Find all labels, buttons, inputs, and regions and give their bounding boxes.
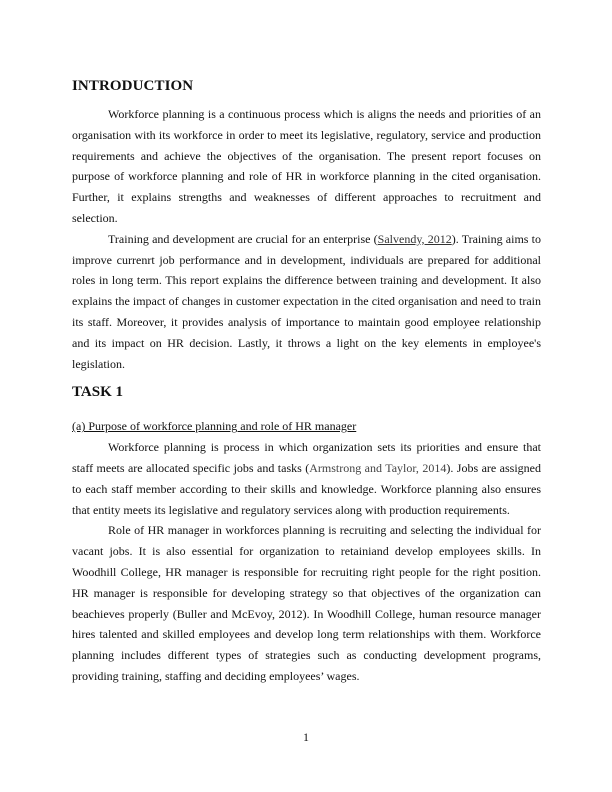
task-1-paragraph-2: Role of HR manager in workforces planning is recruiting and selecting the individual for vacant jobs. It is also essential for organization to retainiand develop employees skills. In Woodhill College, HR manager is responsible for recruiting right people for the right position. HR manager is responsible for developing strategy so that objectives of the organization can beachieves properly (Buller and McEvoy, 2012). In Woodhill College, human resource manager hires talented and skilled employees and develop long term relationships with them. Workforce planning includes different types of strategies such as conducting development programs, providing training, staffing and deciding employees’ wages. [72,523,541,683]
introduction-paragraph-2 [72,229,541,375]
introduction-heading: INTRODUCTION [72,78,194,94]
introduction-paragraph-2-text-start: Training and development are crucial for an enterprise ( [108,231,378,246]
task-1-paragraph-1-text-end: ). Jobs are assigned to each staff member according to their skills and knowledge. Workforce planning also ensures that entity meets its legislative and regulatory services along with production requirements. [72,460,541,517]
citation-link-salvendy[interactable]: Salvendy, 2012 [377,231,452,246]
task-1-heading: TASK 1 [72,384,123,401]
task-1-paragraph-1-text-start: Workforce planning is process in which organization sets its priorities and ensure that staff meets are allocated specific jobs and tasks ( [72,440,541,475]
introduction-paragraph-2-text-end: ). Training aims to improve currenrt job performance and in development, individuals are prepared for additional roles in long term. This report explains the difference between training and development. It also explains the impact of changes in customer expectation in the cited organisation and need to train its staff. Moreover, it provides analysis of importance to maintain good employee relationship and its impact on HR decision. Lastly, it throws a light on the key elements in employee's legislation. [72,231,541,371]
citation-armstrong-taylor: Armstrong and Taylor, 2014 [309,460,447,475]
task-1-paragraph-1 [72,437,541,520]
task-1a-subheading: (a) Purpose of workforce planning and role of HR manager [72,419,357,434]
introduction-paragraph-1: Workforce planning is a continuous process which is aligns the needs and priorities of an organisation with its workforce in order to meet its legislative, regulatory, service and production requirements and achieve the objectives of the organisation. The present report focuses on purpose of workforce planning and role of HR in workforce planning in the cited organisation. Further, it explains strengths and weaknesses of different approaches to recruitment and selection. [72,107,541,225]
page-content [72,76,541,687]
page-number: 1 [303,730,309,744]
